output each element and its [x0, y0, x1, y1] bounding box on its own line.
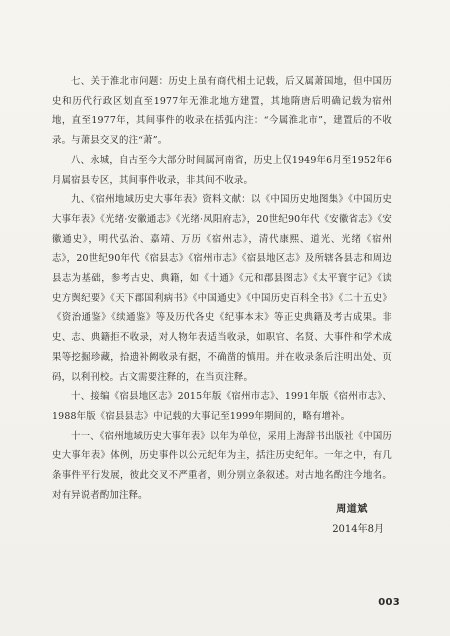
paragraph-10: 十、接编《宿县地区志》2015年版《宿州市志》、1991年版《宿州市志》、1988年版《宿县县志》中记载的大事记至1999年期间的，略有增补。	[52, 391, 392, 422]
body-text	[52, 72, 392, 505]
paragraph-11: 十一、《宿州地域历史大事年表》以年为单位，采用上海辞书出版社《中国历史大事年表》体例，历史事件以公元纪年为主，括注历史纪年。一年之中，有几条事件平行发展，彼此交叉不严重者，则分别立条叙述。对古地名酌注今地名。对有异说者酌加注释。	[52, 430, 392, 501]
paragraph-8: 八、永城，自古至今大部分时间属河南省，历史上仅1949年6月至1952年6月属宿县专区，其间事件收录，非其间不收录。	[52, 154, 392, 186]
signature-date: 2014年8月	[332, 524, 384, 535]
paragraph-7: 七、关于淮北市问题：历史上虽有商代相土记载，后又属萧国地，但中国历史和历代行政区划直至1977年无淮北地方建置，其地隋唐后明确记载为宿州地，直至1977年，其间事件的收录在括弧内注：“今属淮北市”，建置后的不收录。与萧县交叉的注“萧”。	[52, 76, 392, 147]
signature-block	[0, 500, 392, 540]
author-name: 周道斌	[336, 504, 368, 515]
page-number: 003	[378, 597, 400, 608]
paragraph-9: 九、《宿州地域历史大事年表》资料文献：以《中国历史地图集》《中国历史大事年表》《光绪·安徽通志》《光绪·凤阳府志》，20世纪90年代《安徽省志》《安徽通史》，明代弘治、嘉靖、万历《宿州志》，清代康熙、道光、光绪《宿州志》，20世纪90年代《宿县志》《宿州市志》《宿县地区志》及所辖各县志和周边县志为基础，参考古史、典籍，如《十通》《元和郡县图志》《太平寰宇记》《读史方舆纪要》《天下郡国利病书》《中国通史》《中国历史百科全书》《二十五史》《资治通鉴》《续通鉴》等及历代各史《纪事本末》等正史典籍及考古成果。非史、志、典籍拒不收录，对人物年表适当收录，如职官、名贤、大事件和学术成果等挖掘珍藏，拾遗补阙收录有据，不确凿的慎用。并在收录条后注明出处、页码，以利刊校。古文需要注释的，在当页注释。	[52, 194, 392, 383]
